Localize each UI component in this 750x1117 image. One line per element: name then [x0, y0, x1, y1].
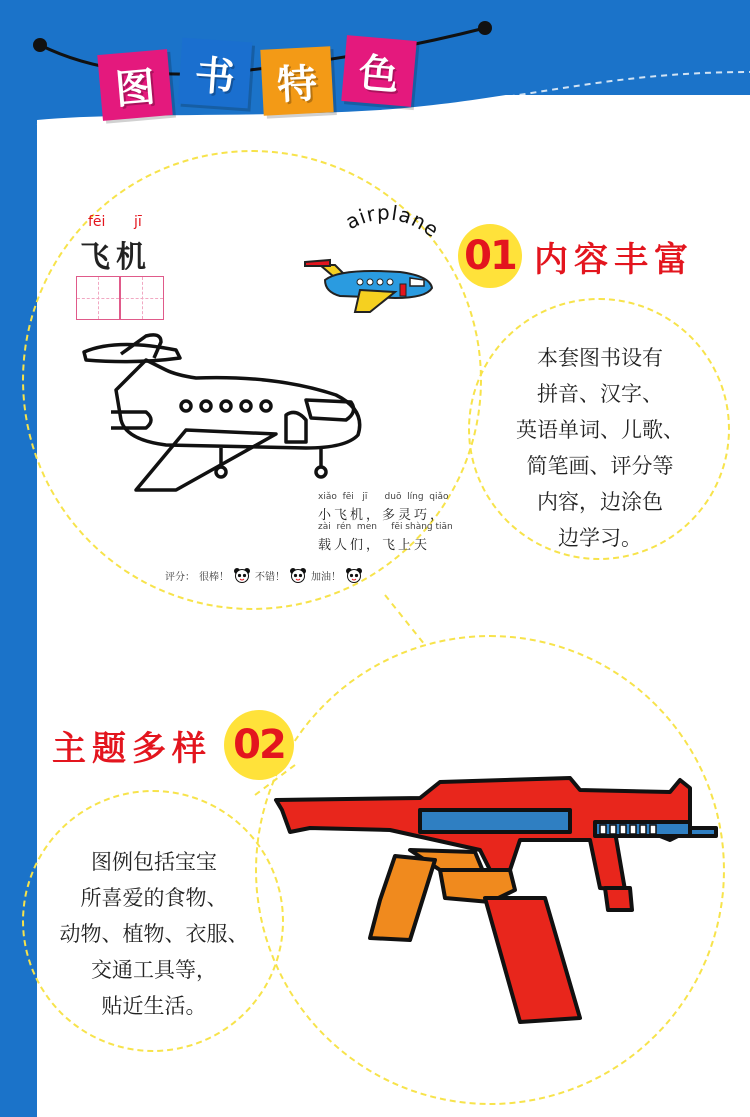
panda-icon	[345, 567, 363, 583]
rhyme-line-1: 小飞机，多灵巧，	[318, 508, 447, 523]
score-row	[165, 567, 363, 583]
panda-icon	[233, 567, 251, 583]
feature1-desc-line: 边学习。	[558, 526, 642, 550]
feature1-heading	[458, 224, 694, 288]
pinyin-fei: fēi	[88, 214, 106, 230]
feature2-desc-line: 所喜爱的食物、	[80, 886, 228, 910]
feature2-heading	[52, 710, 294, 780]
rhyme-line-2: 载人们，飞上天	[318, 538, 431, 553]
title-tile-1: 图	[97, 49, 172, 121]
feature2-desc-line: 贴近生活。	[101, 994, 207, 1018]
section-title	[100, 38, 430, 120]
svg-text:airplane	[342, 200, 444, 242]
feature2-number-badge: 02	[224, 710, 294, 780]
score-option: 不错！	[255, 571, 285, 583]
rhyme-pinyin-2: zài rén men fēi shàng tiān	[318, 522, 453, 532]
title-tile-4: 色	[341, 35, 416, 107]
connector-line-1	[380, 590, 440, 650]
panda-icon	[289, 567, 307, 583]
grid-cell	[120, 276, 164, 320]
score-label: 评分：	[165, 571, 195, 583]
feature2-desc-line: 动物、植物、衣服、	[59, 922, 249, 946]
score-option: 很棒！	[199, 571, 229, 583]
feature1-desc-line: 拼音、汉字、	[537, 382, 663, 406]
writing-grid	[76, 276, 164, 320]
feature1-desc-line: 本套图书设有	[537, 346, 663, 370]
feature1-desc-line: 内容，边涂色	[537, 490, 663, 514]
english-word: airplane	[341, 200, 445, 243]
hanzi-word: 飞机	[80, 240, 152, 275]
pinyin-ji: jī	[134, 214, 142, 230]
title-tile-2: 书	[178, 38, 252, 109]
feature2-desc-line: 交通工具等，	[91, 958, 217, 982]
score-option: 加油！	[311, 571, 341, 583]
outline-airplane-image	[76, 330, 376, 505]
feature2-description	[36, 844, 272, 1024]
rhyme-pinyin-1: xiǎo fēi jī duō líng qiǎo	[318, 492, 449, 502]
feature1-description	[482, 340, 718, 556]
feature1-desc-line: 简笔画、评分等	[526, 454, 674, 478]
feature1-title: 内容丰富	[534, 239, 694, 280]
feature2-title: 主题多样	[52, 728, 212, 769]
feature2-desc-line: 图例包括宝宝	[91, 850, 217, 874]
feature1-desc-line: 英语单词、儿歌、	[516, 418, 684, 442]
grid-cell	[76, 276, 120, 320]
feature1-number-badge: 01	[458, 224, 522, 288]
colored-toy-gun-image	[270, 770, 720, 1030]
title-tile-3: 特	[260, 46, 333, 116]
colored-airplane-image	[300, 240, 440, 320]
